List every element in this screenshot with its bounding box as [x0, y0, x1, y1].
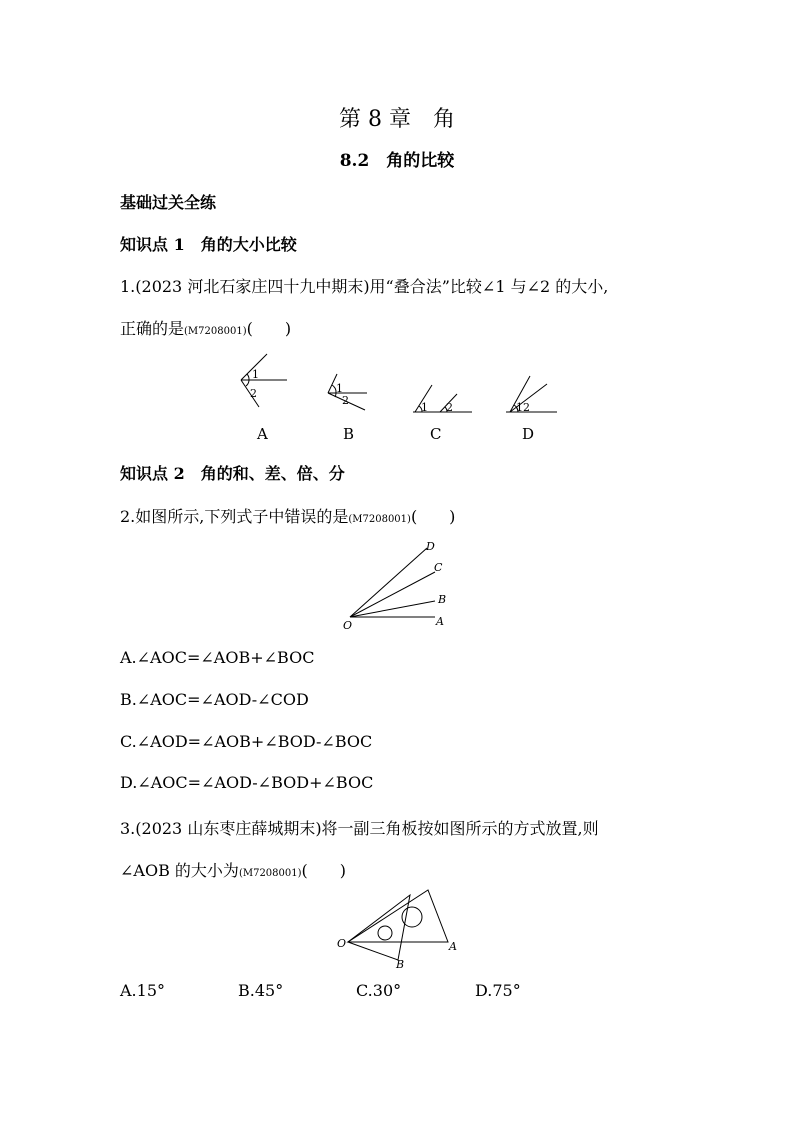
figure-1c-angle-1: 1: [421, 401, 428, 414]
question-3-stem-end: ∠AOB 的大小为: [120, 861, 239, 880]
exercise-group-heading: 基础过关全练: [120, 193, 217, 212]
point-o-label: O: [343, 619, 353, 632]
figure-1c-angle-2: 2: [446, 401, 453, 414]
question-1-line-1: 1.(2023 河北石家庄四十九中期末)用“叠合法”比较∠1 与∠2 的大小,: [120, 277, 609, 296]
figure-1d: [506, 376, 557, 412]
question-2-stem: 2.如图所示,下列式子中错误的是: [120, 507, 349, 526]
chapter-title: 第 8 章 角: [339, 107, 455, 132]
question-2-rays: [350, 548, 435, 617]
figure-1a: [241, 354, 287, 407]
question-2-option-c: C.∠AOD=∠AOB+∠BOD-∠BOC: [120, 732, 373, 751]
question-3-figure: [330, 885, 465, 970]
question-3-source-code: (M7208001): [238, 868, 302, 879]
point-c-label: C: [434, 561, 443, 574]
set-square-drawing: [348, 890, 448, 960]
figure-1a-angle-2: 2: [250, 387, 257, 400]
question-3-option-a: A.15°: [120, 981, 165, 1000]
question-1-figures: [225, 350, 565, 450]
point-b-label: B: [396, 958, 405, 970]
question-2-line: [120, 504, 455, 527]
point-a-label: A: [436, 615, 444, 628]
question-2-answer-blank: ( ): [410, 507, 456, 526]
figure-1d-angle-2: 2: [523, 401, 530, 414]
figure-1b-label: B: [343, 425, 355, 443]
figure-1a-angle-1: 1: [252, 368, 259, 381]
question-1-stem-end: 正确的是: [120, 319, 185, 338]
question-2-option-d: D.∠AOC=∠AOD-∠BOD+∠BOC: [120, 773, 374, 792]
section-title: 8.2 角的比较: [339, 151, 455, 171]
question-3-line-2: [120, 858, 346, 881]
question-3-option-c: C.30°: [356, 981, 402, 1000]
point-b-label: B: [438, 593, 447, 606]
point-o-label: O: [337, 937, 347, 950]
question-2-figure: [335, 535, 460, 635]
question-1-answer-blank: ( ): [246, 319, 292, 338]
question-2-source-code: (M7208001): [348, 514, 411, 525]
question-1-line-2: [120, 316, 291, 339]
question-3-option-d: D.75°: [475, 981, 521, 1000]
knowledge-point-2-heading: 知识点 2 角的和、差、倍、分: [120, 464, 345, 483]
figure-1a-label: A: [257, 425, 268, 443]
question-2-option-a: A.∠AOC=∠AOB+∠BOC: [120, 648, 315, 667]
question-3-option-b: B.45°: [238, 981, 284, 1000]
figure-1b-angle-1: 1: [336, 382, 343, 395]
figure-1d-label: D: [522, 425, 535, 443]
question-1-source-code: (M7208001): [184, 326, 247, 337]
question-3-answer-blank: ( ): [301, 861, 347, 880]
figure-1c-label: C: [430, 425, 442, 443]
knowledge-point-1-heading: 知识点 1 角的大小比较: [120, 235, 297, 254]
point-a-label: A: [449, 940, 457, 953]
figure-1d-angle-1: 1: [516, 401, 523, 414]
question-2-option-b: B.∠AOC=∠AOD-∠COD: [120, 690, 309, 709]
question-3-line-1: 3.(2023 山东枣庄薛城期末)将一副三角板按如图所示的方式放置,则: [120, 819, 599, 838]
figure-1b-angle-2: 2: [342, 394, 349, 407]
point-d-label: D: [426, 540, 435, 553]
